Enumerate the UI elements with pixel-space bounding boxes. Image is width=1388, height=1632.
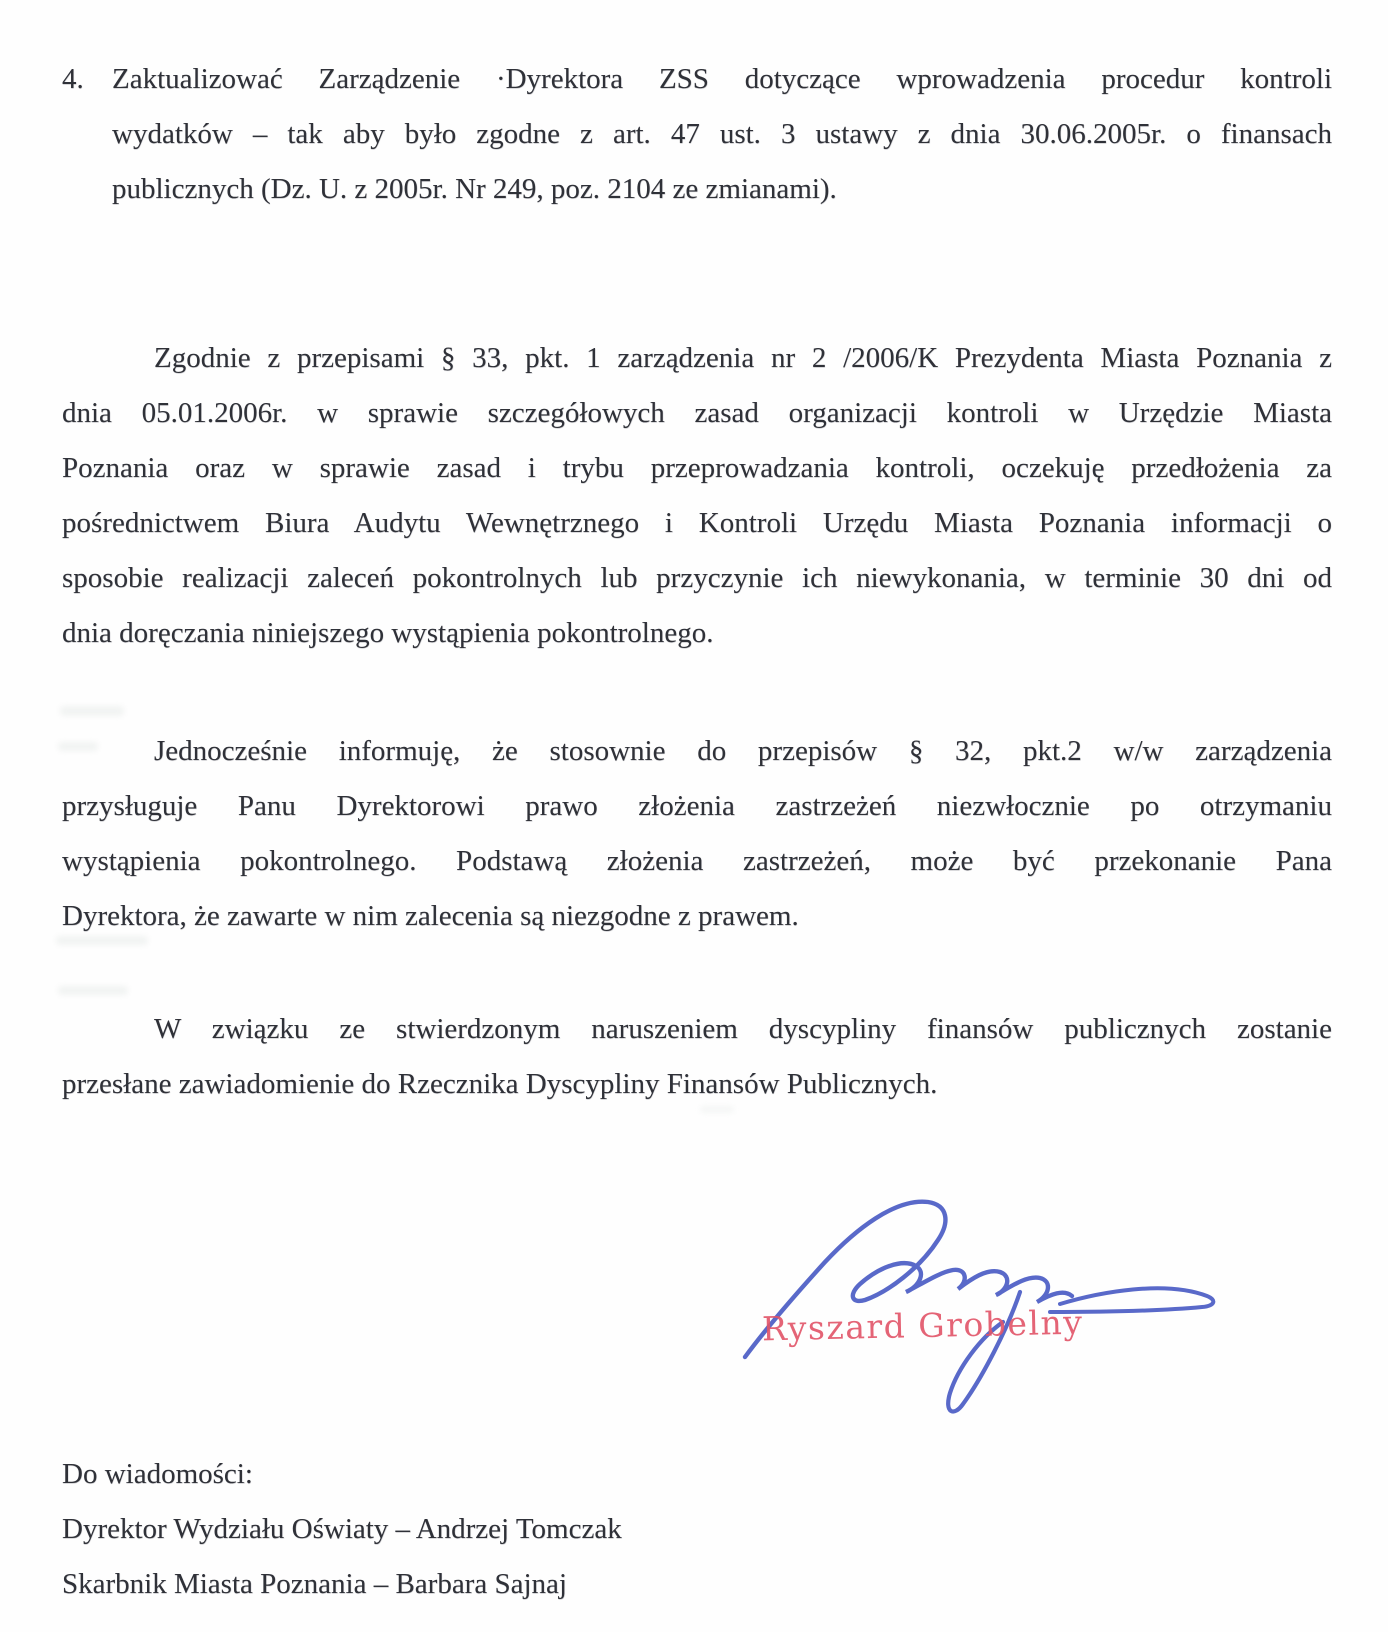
paragraph-discipline-notification: [62, 1002, 1332, 1112]
scan-artifact: [58, 986, 128, 995]
text-line: Zgodnie z przepisami § 33, pkt. 1 zarządzenia nr 2 /2006/K Prezydenta Miasta Poznania z: [154, 342, 1332, 374]
scan-artifact: [700, 1106, 734, 1113]
text-line: pośrednictwem Biura Audytu Wewnętrznego i Kontroli Urzędu Miasta Poznania informacji o: [62, 507, 1332, 539]
recipient-line: Dyrektor Wydziału Oświaty – Andrzej Tomczak: [62, 1513, 622, 1545]
numbered-item-4: [62, 52, 1332, 217]
scan-artifact: [58, 742, 98, 751]
text-line: Poznania oraz w sprawie zasad i trybu przeprowadzania kontroli, oczekuję przedłożenia za: [62, 452, 1332, 484]
paragraph-compliance-request: [62, 331, 1332, 661]
paragraph-objection-rights: [62, 724, 1332, 944]
text-line: wydatków – tak aby było zgodne z art. 47 ust. 3 ustawy z dnia 30.06.2005r. o finansach: [112, 118, 1332, 150]
text-line: W związku ze stwierdzonym naruszeniem dyscypliny finansów publicznych zostanie: [154, 1013, 1332, 1045]
text-line: Dyrektora, że zawarte w nim zalecenia są niezgodne z prawem.: [62, 900, 799, 932]
text-line: sposobie realizacji zaleceń pokontrolnych lub przyczynie ich niewykonania, w terminie 30 dni od: [62, 562, 1332, 594]
text-line: przesłane zawiadomienie do Rzecznika Dyscypliny Finansów Publicznych.: [62, 1068, 938, 1100]
distribution-heading: Do wiadomości:: [62, 1458, 253, 1490]
scan-artifact: [60, 706, 124, 716]
text-line: Jednocześnie informuję, że stosownie do przepisów § 32, pkt.2 w/w zarządzenia: [154, 735, 1332, 767]
text-line: wystąpienia pokontrolnego. Podstawą złożenia zastrzeżeń, może być przekonanie Pana: [62, 845, 1332, 877]
item-number: 4.: [62, 63, 84, 95]
text-line: dnia doręczania niniejszego wystąpienia pokontrolnego.: [62, 617, 714, 649]
text-line: Zaktualizować Zarządzenie ·Dyrektora ZSS dotyczące wprowadzenia procedur kontroli: [112, 63, 1332, 95]
scan-artifact: [56, 936, 148, 945]
text-line: dnia 05.01.2006r. w sprawie szczegółowych zasad organizacji kontroli w Urzędzie Miasta: [62, 397, 1332, 429]
text-line: przysługuje Panu Dyrektorowi prawo złożenia zastrzeżeń niezwłocznie po otrzymaniu: [62, 790, 1332, 822]
signature-stamp-name: Ryszard Grobelny: [761, 1302, 1084, 1349]
text-line: publicznych (Dz. U. z 2005r. Nr 249, poz. 2104 ze zmianami).: [112, 173, 837, 205]
recipient-line: Skarbnik Miasta Poznania – Barbara Sajnaj: [62, 1568, 567, 1600]
distribution-list: [62, 1447, 1332, 1612]
